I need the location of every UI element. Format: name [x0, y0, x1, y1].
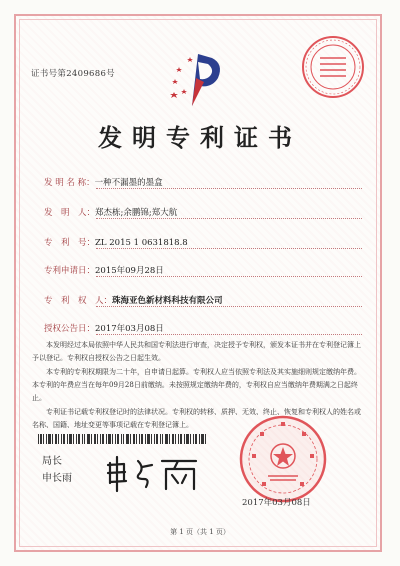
paragraph-term: 本专利的专利权期限为二十年，自申请日起算。专利权人应当依照专利法及其实施细则规定缴纳年费。本专利的年费应当在每年09月28日前缴纳。未按照规定缴纳年费的，专利权自应当缴纳年费期满之日起终止。	[32, 368, 361, 403]
field-label: 专 利 号：	[44, 238, 96, 248]
handwritten-signature-icon	[104, 453, 200, 493]
underline	[96, 218, 362, 219]
certificate-number: 证书号第2409686号	[31, 69, 115, 79]
paragraph-grant: 本发明经过本局依照中华人民共和国专利法进行审查，决定授予专利权，颁发本证书并在专利登记簿上予以登记。专利权自授权公告之日起生效。	[32, 341, 361, 363]
field-invention-name	[44, 176, 163, 188]
field-grant-date	[44, 322, 164, 334]
field-value: 珠海亚色新材料科技有限公司	[112, 296, 223, 306]
field-label: 发 明 人：	[44, 208, 96, 218]
field-value: 2015年09月28日	[95, 266, 164, 276]
field-label: 授权公告日：	[44, 324, 96, 334]
underline	[96, 306, 362, 307]
certificate-title: 发明专利证书	[98, 123, 302, 152]
field-label: 专利申请日：	[44, 266, 96, 276]
underline	[96, 188, 362, 189]
field-label: 专 利 权 人：	[44, 296, 113, 306]
field-value: 郑杰栋;余鹏锦;郑大航	[95, 208, 178, 218]
underline	[96, 334, 362, 335]
field-label: 发 明 名 称：	[44, 178, 95, 188]
field-application-date	[44, 264, 164, 276]
barcode-icon	[38, 434, 208, 444]
director-title: 局长	[42, 456, 62, 467]
page-number: 第 1 页（共 1 页）	[170, 528, 230, 536]
field-value: 一种不漏墨的墨盒	[94, 178, 163, 188]
paragraph-record: 专利证书记载专利权登记时的法律状况。专利权的转移、质押、无效、终止、恢复和专利权人的姓名或名称、国籍、地址变更等事项记载在专利登记簿上。	[32, 408, 361, 430]
field-patent-number	[44, 236, 188, 248]
patent-office-emblem-icon	[168, 48, 228, 110]
underline	[96, 248, 362, 249]
underline	[96, 276, 362, 277]
signature-block	[42, 452, 72, 486]
director-name: 申长雨	[42, 473, 72, 484]
field-patentee	[44, 294, 223, 306]
official-seal-icon	[238, 414, 328, 504]
field-value: 2017年03月08日	[95, 324, 164, 334]
field-inventors	[44, 206, 177, 218]
field-value: ZL 2015 1 0631818.8	[95, 238, 188, 248]
red-stamp-icon	[300, 34, 366, 100]
seal-date: 2017年03月08日	[242, 498, 311, 508]
